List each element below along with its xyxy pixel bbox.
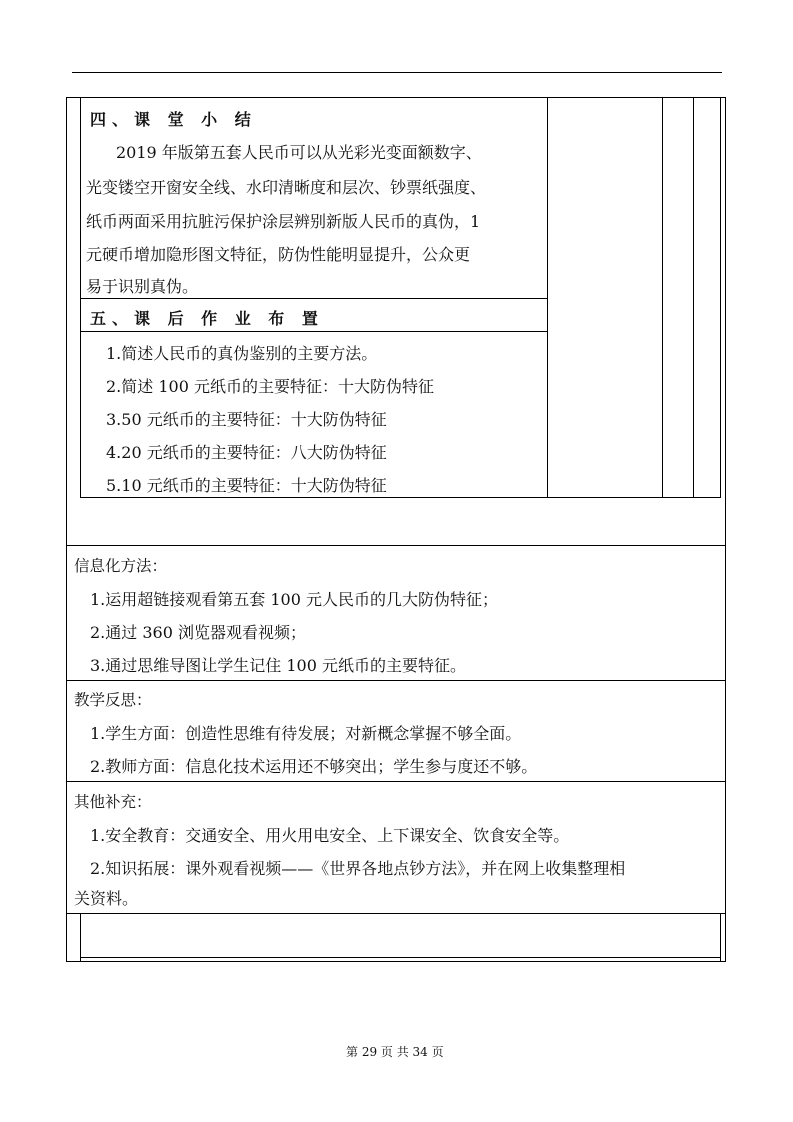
inner-table-bottom — [80, 497, 721, 498]
homework-heading: 五、课 后 作 业 布 置 — [90, 309, 324, 328]
reflection-heading: 教学反思： — [74, 691, 152, 709]
summary-line: 纸币两面采用抗脏污保护涂层辨别新版人民币的真伪，1 — [86, 212, 481, 231]
supplement-item: 关资料。 — [74, 889, 139, 908]
inner-row-divider — [80, 331, 547, 332]
section-divider — [66, 545, 726, 546]
inner-table-left — [80, 97, 81, 497]
empty-cell-right — [720, 913, 721, 961]
supplement-heading: 其他补充： — [74, 793, 152, 811]
header-rule — [72, 72, 722, 73]
section-divider — [66, 913, 726, 914]
inner-row-divider — [80, 298, 547, 299]
section-divider — [66, 781, 726, 782]
table-border-bottom — [66, 961, 726, 962]
summary-line: 元硬币增加隐形图文特征，防伪性能明显提升，公众更 — [86, 245, 471, 264]
summary-line: 光变镂空开窗安全线、水印清晰度和层次、钞票纸强度、 — [86, 178, 487, 197]
info-methods-item: 2.通过 360 浏览器观看视频； — [90, 623, 306, 642]
reflection-item: 2.教师方面：信息化技术运用还不够突出；学生参与度还不够。 — [90, 757, 538, 776]
table-border-top — [66, 97, 726, 98]
table-border-right — [725, 97, 726, 961]
homework-item: 2.简述 100 元纸币的主要特征：十大防伪特征 — [106, 377, 434, 396]
summary-heading: 四、课 堂 小 结 — [90, 110, 257, 129]
empty-cell-left — [80, 913, 81, 961]
homework-item: 1.简述人民币的真伪鉴别的主要方法。 — [106, 344, 378, 363]
info-methods-heading: 信息化方法： — [74, 557, 168, 575]
page-number: 第 29 页 共 34 页 — [346, 1045, 444, 1059]
supplement-item: 2.知识拓展：课外观看视频——《世界各地点钞方法》，并在网上收集整理相 — [90, 859, 626, 878]
summary-line: 易于识别真伪。 — [86, 277, 199, 296]
homework-item: 3.50 元纸币的主要特征：十大防伪特征 — [106, 410, 387, 429]
inner-table-col-3 — [693, 97, 694, 497]
inner-table-col-2 — [662, 97, 663, 497]
homework-item: 5.10 元纸币的主要特征：十大防伪特征 — [106, 476, 387, 495]
reflection-item: 1.学生方面：创造性思维有待发展；对新概念掌握不够全面。 — [90, 724, 522, 743]
empty-cell-bottom — [80, 957, 721, 958]
section-divider — [66, 680, 726, 681]
inner-table-right — [720, 97, 721, 497]
info-methods-item: 3.通过思维导图让学生记住 100 元纸币的主要特征。 — [90, 656, 466, 675]
table-border-left — [66, 97, 67, 961]
summary-line: 2019 年版第五套人民币可以从光彩光变面额数字、 — [116, 143, 482, 162]
inner-table-col-1 — [547, 97, 548, 497]
supplement-item: 1.安全教育：交通安全、用火用电安全、上下课安全、饮食安全等。 — [90, 826, 570, 845]
homework-item: 4.20 元纸币的主要特征：八大防伪特征 — [106, 443, 387, 462]
info-methods-item: 1.运用超链接观看第五套 100 元人民币的几大防伪特征； — [90, 590, 498, 609]
